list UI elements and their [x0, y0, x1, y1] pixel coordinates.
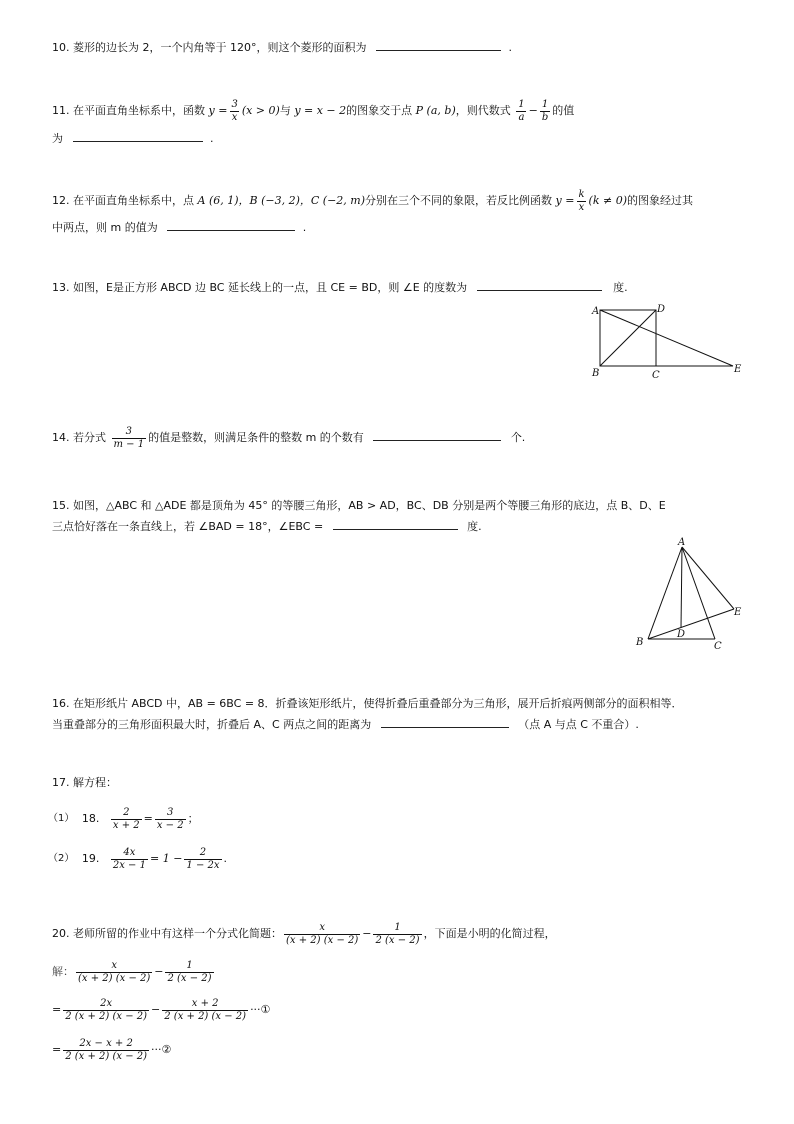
- label-a: A: [592, 306, 600, 317]
- text-mid3: ，则代数式: [455, 104, 515, 117]
- question-17-part2: [48, 845, 227, 873]
- text-mid: 与: [279, 104, 295, 117]
- frac-num: 1: [518, 98, 525, 110]
- question-10-text: 10. 菱形的边长为 2，一个内角等于 120°，则这个菱形的面积为: [52, 41, 367, 54]
- frac-den: (x + 2) (x − 2): [286, 934, 359, 946]
- fraction-1-over-b: [540, 99, 550, 124]
- text-tail: 的值是整数，则满足条件的整数 m 的个数有: [148, 431, 364, 444]
- frac-den: x: [578, 201, 585, 213]
- question-10-end: .: [508, 41, 512, 54]
- question-15-line2: [52, 517, 482, 535]
- label-b: B: [636, 637, 644, 648]
- answer-blank-16[interactable]: [381, 715, 509, 728]
- fraction-3-over-m-1: [112, 426, 147, 451]
- frac-num: x: [111, 959, 117, 971]
- question-12-end: .: [302, 221, 307, 234]
- frac-den: x: [231, 111, 238, 123]
- frac-num: 1: [541, 98, 549, 110]
- question-20-line1: [52, 920, 556, 948]
- fraction-s2: [63, 1038, 149, 1063]
- math-minus: −: [362, 927, 372, 940]
- segment-be: [648, 609, 734, 639]
- question-16-line1: [52, 696, 683, 712]
- question-15-line1: [52, 498, 666, 514]
- answer-blank-11[interactable]: [73, 129, 203, 142]
- frac-num: x + 2: [191, 997, 219, 1009]
- question-20-text: 20. 老师所留的作业中有这样一个分式化简题：: [52, 927, 282, 940]
- diagonal-bd: [600, 310, 656, 366]
- math-eq: = 1 −: [149, 852, 183, 865]
- figure-15-triangle-diagram: [630, 535, 750, 653]
- item-end: ；: [187, 812, 199, 825]
- frac-den: b: [541, 111, 549, 123]
- answer-blank-10[interactable]: [376, 38, 501, 51]
- fraction-2-over-1-minus-2x: [184, 847, 221, 872]
- part-tag: （1）: [48, 813, 75, 824]
- math-point: P (a, b): [415, 104, 456, 117]
- frac-den: x + 2: [112, 819, 140, 831]
- segment-ab: [648, 547, 682, 639]
- fraction-3-over-x: [229, 99, 239, 124]
- frac-den: 2 (x + 2) (x − 2): [65, 1050, 148, 1062]
- frac-den: 2 (x + 2) (x − 2): [65, 1010, 148, 1022]
- label-c: C: [652, 370, 660, 381]
- question-12-text2: 中两点，则 m 的值为: [52, 221, 158, 234]
- question-16-text2: 当重叠部分的三角形面积最大时，折叠后 A、C 两点之间的距离为: [52, 718, 372, 731]
- frac-num: 3: [231, 98, 238, 110]
- frac-num: 2x − x + 2: [79, 1037, 133, 1049]
- label-d: D: [657, 304, 666, 315]
- part-tag: （2）: [48, 853, 75, 864]
- answer-blank-14[interactable]: [373, 428, 501, 441]
- question-11-text: 11. 在平面直角坐标系中，函数: [52, 104, 209, 117]
- figure-13-square-diagram: [588, 300, 748, 384]
- question-13-text: 13. 如图，E是正方形 ABCD 边 BC 延长线上的一点，且 CE = BD，则 ∠E 的度数为: [52, 281, 468, 294]
- question-14: [52, 425, 525, 451]
- fraction-s0-a: [76, 960, 152, 985]
- solution-step-1: [52, 996, 270, 1024]
- question-11-end: .: [210, 132, 214, 145]
- question-10: [52, 38, 512, 56]
- step-marker-2: ···②: [151, 1043, 172, 1056]
- question-11-line2: [52, 129, 214, 147]
- math-minus: −: [154, 965, 164, 978]
- solution-step-2: [52, 1036, 171, 1064]
- frac-num: 2: [123, 806, 130, 818]
- math-y-eq: y =: [555, 194, 575, 207]
- math-minus: −: [151, 1003, 161, 1016]
- frac-num: k: [578, 188, 585, 200]
- frac-num: x: [319, 921, 325, 933]
- label-a: A: [678, 537, 686, 548]
- fraction-s0-b: [165, 960, 213, 985]
- frac-num: 4x: [123, 846, 136, 858]
- segment-ad: [681, 547, 682, 628]
- fraction-term2: [373, 922, 421, 947]
- text-tail: 的值: [552, 104, 575, 117]
- math-y-eq: y =: [208, 104, 228, 117]
- segment-ae: [682, 547, 734, 609]
- question-17-title: [52, 775, 117, 791]
- question-16-text: 16. 在矩形纸片 ABCD 中，AB = 6BC = 8．折叠该矩形纸片，使得折叠后重叠部分为三角形，展开后折痕两侧部分的面积相等．: [52, 697, 683, 710]
- frac-den: (x + 2) (x − 2): [78, 972, 151, 984]
- frac-num: 2x: [100, 997, 113, 1009]
- math-eq: =: [143, 812, 153, 825]
- item-end: .: [223, 852, 228, 865]
- frac-den: 1 − 2x: [186, 859, 220, 871]
- question-13-unit: 度.: [613, 281, 628, 294]
- fraction-s1-b: [162, 998, 248, 1023]
- answer-blank-15[interactable]: [333, 517, 458, 530]
- question-13: [52, 278, 628, 296]
- frac-den: 2 (x − 2): [375, 934, 420, 946]
- label-d: D: [677, 629, 686, 640]
- frac-num: 1: [394, 921, 401, 933]
- question-14-unit: 个.: [510, 431, 526, 444]
- label-e: E: [734, 607, 742, 618]
- label-e: E: [734, 364, 742, 375]
- fraction-2-over-x-plus-2: [111, 807, 142, 832]
- frac-den: 2x − 1: [112, 859, 146, 871]
- frac-den: m − 1: [113, 438, 145, 450]
- fraction-4x-over-2x-minus-1: [111, 847, 148, 872]
- question-12-line1: [52, 188, 693, 214]
- frac-num: 3: [167, 806, 174, 818]
- question-12-line2: [52, 218, 306, 236]
- question-16-tail: （点 A 与点 C 不重合）.: [518, 718, 639, 731]
- question-16-line2: [52, 715, 639, 733]
- frac-den: a: [518, 111, 525, 123]
- text-mid: 分别在三个不同的象限，若反比例函数: [365, 194, 556, 207]
- question-17-part1: [48, 805, 199, 833]
- frac-num: 2: [199, 846, 207, 858]
- question-15-text: 15. 如图，△ABC 和 △ADE 都是顶角为 45° 的等腰三角形，AB > AD，BC、DB 分别是两个等腰三角形的底边，点 B、D、E: [52, 499, 666, 512]
- item-number: 19.: [81, 852, 100, 865]
- fraction-k-over-x: [576, 189, 586, 214]
- solution-label: 解：: [52, 965, 74, 978]
- label-b: B: [592, 368, 600, 379]
- item-number: 18.: [81, 812, 100, 825]
- math-cond: (x > 0): [241, 104, 280, 117]
- math-eq: =: [52, 1043, 62, 1056]
- segment-ae: [600, 310, 733, 366]
- math-eq: =: [52, 1003, 62, 1016]
- frac-den: 2 (x − 2): [167, 972, 212, 984]
- fraction-1-over-a: [516, 99, 526, 124]
- text-tail: ，下面是小明的化简过程，: [423, 927, 556, 940]
- math-minus: −: [528, 104, 538, 117]
- solution-step-0: [52, 958, 216, 986]
- fraction-s1-a: [63, 998, 149, 1023]
- question-15-text2: 三点恰好落在一条直线上，若 ∠BAD = 18°，∠EBC =: [52, 520, 324, 533]
- frac-num: 1: [186, 959, 193, 971]
- answer-blank-12[interactable]: [167, 218, 295, 231]
- question-11-text2: 为: [52, 132, 63, 145]
- frac-den: 2 (x + 2) (x − 2): [164, 1010, 247, 1022]
- text-tail: 的图象经过其: [627, 194, 693, 207]
- math-points: A (6, 1)，B (−3, 2)，C (−2, m): [197, 194, 366, 207]
- math-cond: (k ≠ 0): [588, 194, 627, 207]
- answer-blank-13[interactable]: [477, 278, 602, 291]
- step-marker-1: ···①: [250, 1003, 271, 1016]
- question-17-text: 17. 解方程：: [52, 776, 117, 789]
- fraction-term1: [284, 922, 360, 947]
- fraction-3-over-x-minus-2: [155, 807, 186, 832]
- frac-num: 3: [125, 425, 132, 437]
- frac-den: x − 2: [156, 819, 184, 831]
- question-12-text: 12. 在平面直角坐标系中，点: [52, 194, 198, 207]
- math-line: y = x − 2: [294, 104, 347, 117]
- question-15-unit: 度.: [467, 520, 482, 533]
- question-14-text: 14. 若分式: [52, 431, 110, 444]
- text-mid2: 的图象交于点: [346, 104, 416, 117]
- question-11-line1: [52, 98, 574, 124]
- label-c: C: [714, 641, 722, 652]
